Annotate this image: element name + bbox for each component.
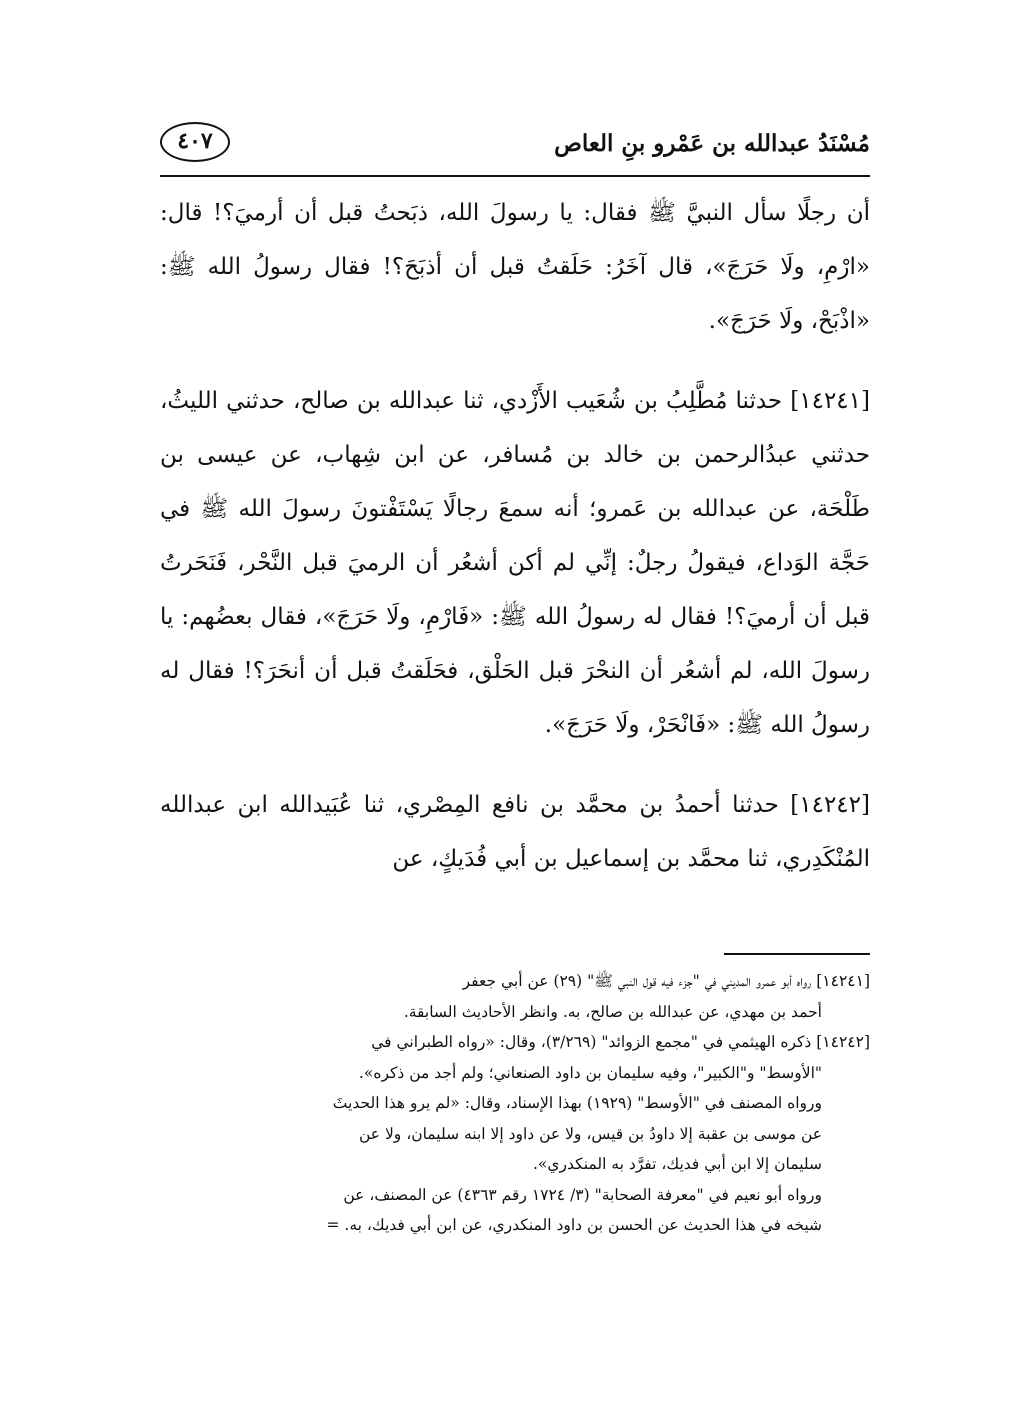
page-header [160,118,870,176]
footnote-line: "الأوسط" و"الكبير"، وفيه سليمان بن داود الصنعاني؛ ولم أجد من ذكره». [358,1063,822,1082]
footnotes [160,966,870,1241]
main-text [160,186,870,886]
hadith-paragraph: [١٤٢٤٢] حدثنا أحمدُ بن محمَّد بن نافع المِصْري، ثنا عُبَيدالله ابن عبدالله المُنْكَدِري، ثنا محمَّد بن إسماعيل بن أبي فُدَيكٍ، عن [160,792,870,872]
footnote-line: أحمد بن مهدي، عن عبدالله بن صالح، به. وانظر الأحاديث السابقة. [403,1002,822,1021]
footnote-line: [١٤٢٤٢] ذكره الهيثمي في "مجمع الزوائد" (٣/٢٦٩)، وقال: «رواه الطبراني في [371,1033,870,1051]
running-head: مُسْنَدُ عبدالله بن عَمْرو بنِ العاص [554,130,870,157]
footnote-divider [724,953,870,955]
footnote-line: [١٤٢٤١] رواه أبو عمرو المديني في "جزء فيه قول النبي ﷺ" (٢٩) عن أبي جعفر [462,972,870,990]
footnote-line: ورواه المصنف في "الأوسط" (١٩٢٩) بهذا الإسناد، وقال: «لم يرو هذا الحديثَ [332,1094,822,1112]
footnote-line: ورواه أبو نعيم في "معرفة الصحابة" (٣/ ١٧٢٤ رقم ٤٣٦٣) عن المصنف، عن [343,1185,822,1204]
hadith-paragraph: أن رجلًا سأل النبيَّ ﷺ فقال: يا رسولَ الله، ذبَحتُ قبل أن أرميَ؟! قال: «ارْمِ، ولَا حَرَجَ»، قال آخَرُ: حَلَقتُ قبل أن أذبَحَ؟! فقال رسولُ الله ﷺ: «اذْبَحْ، ولَا حَرَجَ». [160,200,870,334]
footnote-line: سليمان إلا ابن أبي فديك، تفرَّد به المنكدري». [532,1155,822,1173]
header-divider [160,175,870,177]
hadith-paragraph: [١٤٢٤١] حدثنا مُطَّلِبُ بن شُعَيب الأَزْدي، ثنا عبدالله بن صالح، حدثني الليثُ، حدثني عبدُالرحمن بن خالد بن مُسافر، عن ابن شِهاب، عن عيسى بن طَلْحَة، عن عبدالله بن عَمرو؛ أنه سمعَ رجالًا يَسْتَفْتونَ رسولَ الله ﷺ في حَجَّة الوَداع، فيقولُ رجلٌ: إنِّي لم أكن أشعُر أن الرميَ قبل النَّحْر، فَنَحَرتُ قبل أن أرميَ؟! فقال له رسولُ الله ﷺ: «فَارْمِ، ولَا حَرَجَ»، فقال بعضُهم: يا رسولَ الله، لم أشعُر أن النحْرَ قبل الحَلْق، فحَلَقتُ قبل أن أنحَرَ؟! فقال له رسولُ الله ﷺ: «فَانْحَرْ، ولَا حَرَجَ». [160,388,870,738]
page-number-badge: ٤٠٧ [160,122,230,162]
footnote-line: شيخه في هذا الحديث عن الحسن بن داود المنكدري، عن ابن أبي فديك، به. = [326,1216,822,1234]
footnote-line: عن موسى بن عقبة إلا داودُ بن قيس، ولا عن داود إلا ابنه سليمان، ولا عن [358,1124,822,1143]
